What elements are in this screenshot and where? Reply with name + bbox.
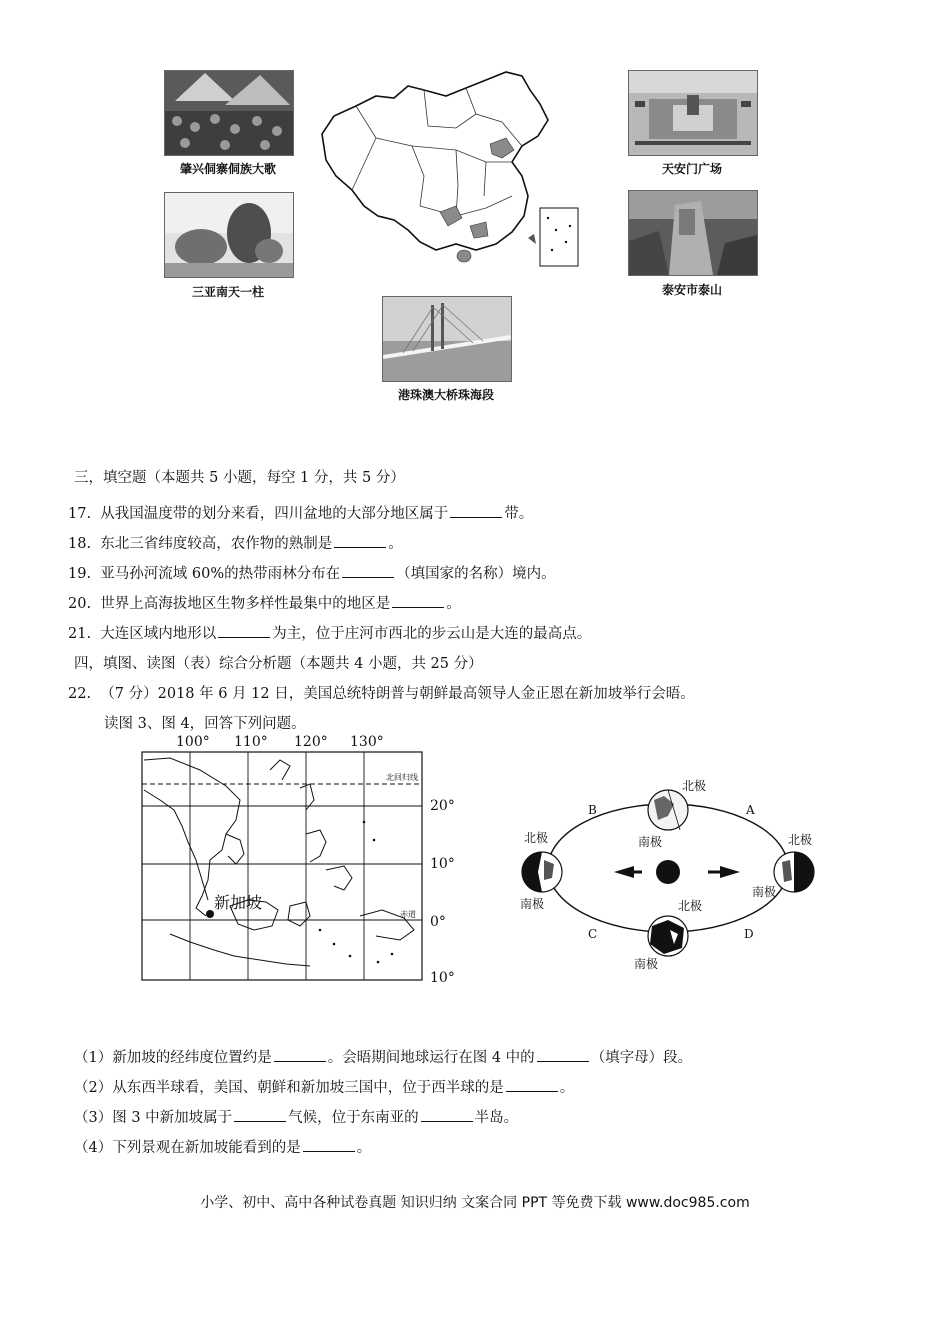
lat-label-10s: 10° bbox=[430, 970, 455, 986]
bottom-north-label: 北极 bbox=[678, 899, 703, 913]
earth-left bbox=[522, 852, 562, 892]
q22-text: （7 分）2018 年 6 月 12 日，美国总统特朗普与朝鲜最高领导人金正恩在新加坡举行会晤。 bbox=[100, 686, 695, 702]
subquestion-1 bbox=[74, 1046, 692, 1067]
q20-blank[interactable] bbox=[392, 606, 444, 608]
subquestion-2 bbox=[74, 1076, 574, 1097]
question-22-line2: 读图 3、图 4，回答下列问题。 bbox=[104, 716, 306, 732]
q21-text: 大连区域内地形以 bbox=[100, 626, 217, 642]
q17-tail: 带。 bbox=[504, 506, 534, 522]
question-21 bbox=[68, 622, 591, 643]
lat-label-10n: 10° bbox=[430, 856, 455, 872]
caption-zhaoxing: 肇兴侗寨侗族大歌 bbox=[179, 162, 276, 176]
question-19 bbox=[68, 562, 556, 583]
lon-label-130: 130° bbox=[350, 734, 384, 750]
earth-right bbox=[774, 852, 814, 892]
q20-tail: 。 bbox=[446, 596, 461, 612]
left-south-label: 南极 bbox=[520, 897, 545, 911]
lon-label-100: 100° bbox=[176, 734, 210, 750]
s1-text-c: （填字母）段。 bbox=[590, 1050, 693, 1066]
q21-blank[interactable] bbox=[218, 636, 270, 638]
s3-blank-2[interactable] bbox=[421, 1120, 473, 1122]
photo-bridge bbox=[382, 296, 512, 382]
q20-text: 世界上高海拔地区生物多样性最集中的地区是 bbox=[100, 596, 391, 612]
q18-text: 东北三省纬度较高，农作物的熟制是 bbox=[100, 536, 333, 552]
s1-text-b: 。会晤期间地球运行在图 4 中的 bbox=[327, 1050, 535, 1066]
caption-sanya: 三亚南天一柱 bbox=[191, 285, 264, 299]
q19-num: 19. bbox=[68, 566, 92, 582]
q17-blank[interactable] bbox=[450, 516, 502, 518]
top-north-label: 北极 bbox=[682, 779, 707, 793]
q21-tail: 为主，位于庄河市西北的步云山是大连的最高点。 bbox=[272, 626, 592, 642]
question-20 bbox=[68, 592, 461, 613]
earth-top bbox=[648, 790, 688, 830]
segment-a-label: A bbox=[746, 803, 755, 817]
subquestion-4 bbox=[74, 1136, 371, 1157]
s3-text-a: （3）图 3 中新加坡属于 bbox=[74, 1110, 233, 1126]
question-18 bbox=[68, 532, 403, 553]
s4-text-a: （4）下列景观在新加坡能看到的是 bbox=[74, 1140, 301, 1156]
section-fill-title: 三，填空题（本题共 5 小题，每空 1 分，共 5 分） bbox=[74, 470, 405, 486]
figure-3-map bbox=[130, 730, 470, 992]
sun-icon bbox=[656, 860, 680, 884]
s1-text-a: （1）新加坡的经纬度位置约是 bbox=[74, 1050, 272, 1066]
s1-blank-2[interactable] bbox=[537, 1060, 589, 1062]
s2-text-a: （2）从东西半球看，美国、朝鲜和新加坡三国中，位于西半球的是 bbox=[74, 1080, 504, 1096]
bottom-south-label: 南极 bbox=[634, 957, 659, 971]
tropic-label: 北回归线 bbox=[386, 773, 418, 782]
photo-sanya bbox=[164, 192, 294, 278]
caption-taishan: 泰安市泰山 bbox=[661, 283, 722, 297]
earth-bottom bbox=[648, 916, 688, 956]
q19-blank[interactable] bbox=[342, 576, 394, 578]
s2-blank[interactable] bbox=[506, 1090, 558, 1092]
q18-tail: 。 bbox=[388, 536, 403, 552]
s4-text-b: 。 bbox=[356, 1140, 372, 1156]
q19-tail: （填国家的名称）境内。 bbox=[396, 566, 556, 582]
photo-tiananmen bbox=[628, 70, 758, 156]
q20-num: 20. bbox=[68, 596, 92, 612]
s3-blank-1[interactable] bbox=[234, 1120, 286, 1122]
s3-text-c: 半岛。 bbox=[474, 1110, 519, 1126]
q18-blank[interactable] bbox=[334, 546, 386, 548]
s2-text-b: 。 bbox=[559, 1080, 575, 1096]
top-south-label: 南极 bbox=[638, 835, 663, 849]
singapore-label: 新加坡 bbox=[214, 893, 263, 912]
page-footer: 小学、初中、高中各种试卷真题 知识归纳 文案合同 PPT 等免费下载 www.doc985.com bbox=[200, 1195, 750, 1211]
q18-num: 18. bbox=[68, 536, 92, 552]
question-22 bbox=[68, 682, 695, 703]
s3-text-b: 气候，位于东南亚的 bbox=[288, 1110, 419, 1126]
section-analysis-title: 四，填图、读图（表）综合分析题（本题共 4 小题，共 25 分） bbox=[74, 656, 483, 672]
s4-blank[interactable] bbox=[303, 1150, 355, 1152]
lon-label-110: 110° bbox=[234, 734, 268, 750]
lat-label-20n: 20° bbox=[430, 798, 455, 814]
q17-num: 17. bbox=[68, 506, 92, 522]
photo-taishan bbox=[628, 190, 758, 276]
figure-4-orbit bbox=[508, 770, 828, 976]
q21-num: 21. bbox=[68, 626, 92, 642]
caption-bridge: 港珠澳大桥珠海段 bbox=[397, 388, 494, 402]
lat-label-0: 0° bbox=[430, 914, 446, 930]
segment-d-label: D bbox=[744, 927, 754, 941]
china-map bbox=[316, 66, 586, 278]
question-17 bbox=[68, 502, 533, 523]
q19-text: 亚马孙河流域 60%的热带雨林分布在 bbox=[100, 566, 341, 582]
right-south-label: 南极 bbox=[752, 885, 777, 899]
left-north-label: 北极 bbox=[524, 831, 549, 845]
equator-label: 赤道 bbox=[400, 910, 416, 919]
singapore-marker bbox=[206, 910, 214, 918]
q17-text: 从我国温度带的划分来看，四川盆地的大部分地区属于 bbox=[100, 506, 449, 522]
segment-c-label: C bbox=[588, 927, 598, 941]
subquestion-3 bbox=[74, 1106, 518, 1127]
segment-b-label: B bbox=[588, 803, 597, 817]
lon-label-120: 120° bbox=[294, 734, 328, 750]
photo-zhaoxing bbox=[164, 70, 294, 156]
s1-blank-1[interactable] bbox=[274, 1060, 326, 1062]
caption-tiananmen: 天安门广场 bbox=[661, 162, 722, 176]
q22-num: 22. bbox=[68, 686, 92, 702]
right-north-label: 北极 bbox=[788, 833, 813, 847]
